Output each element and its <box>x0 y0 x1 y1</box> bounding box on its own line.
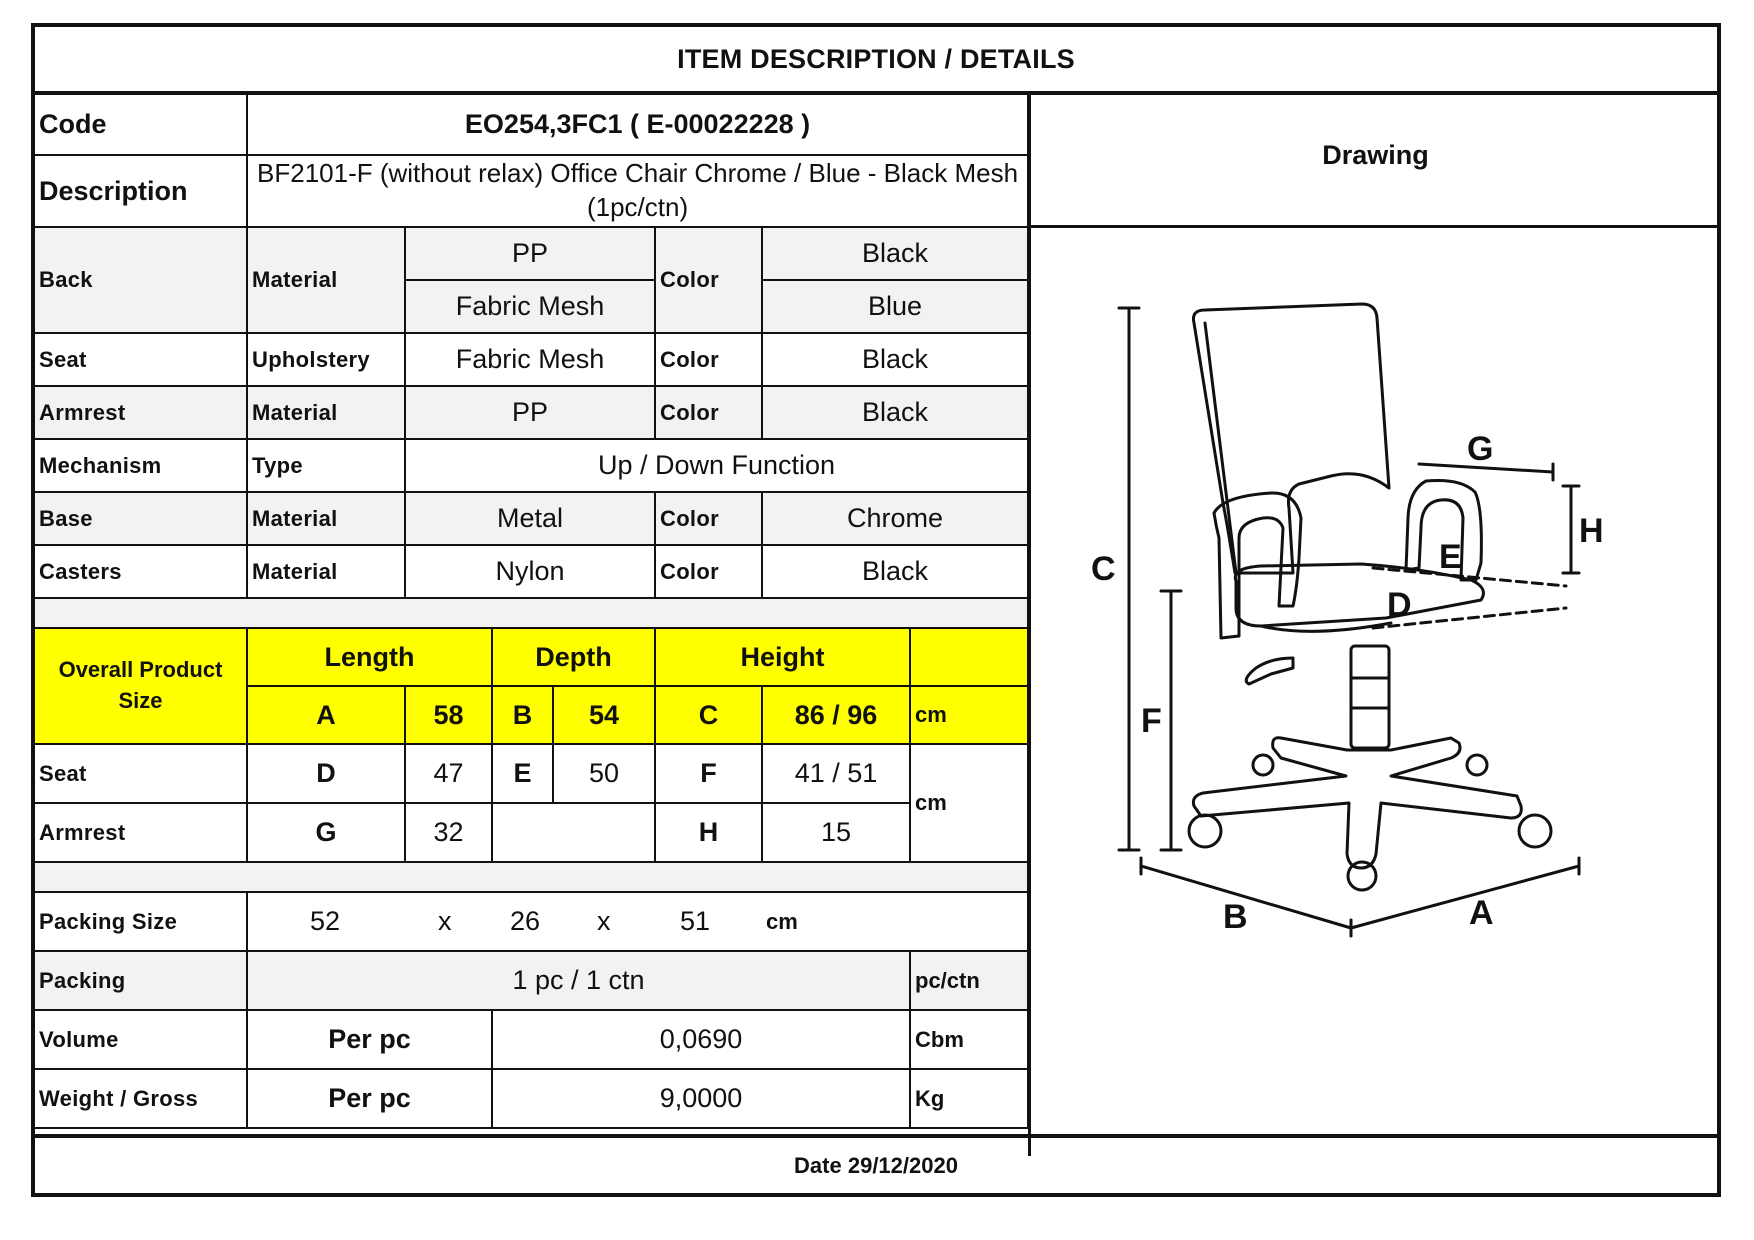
base-label: Base <box>35 492 247 545</box>
depth-header: Depth <box>492 628 655 686</box>
caster-front <box>1348 862 1376 890</box>
back-color-1: Black <box>762 227 1028 280</box>
dim-line-a <box>1351 866 1579 928</box>
back-color-label: Color <box>655 227 762 333</box>
e-value: 50 <box>553 744 655 803</box>
back-material-1: PP <box>405 227 655 280</box>
chair-drawing <box>1031 228 1717 1153</box>
volume-label: Volume <box>35 1010 247 1069</box>
base-material: Metal <box>405 492 655 545</box>
weight-unit: Kg <box>910 1069 1028 1128</box>
packing-value: 1 pc / 1 ctn <box>247 951 910 1010</box>
mechanism-type: Up / Down Function <box>405 439 1028 492</box>
d-value: 47 <box>405 744 492 803</box>
overall-size-label: Overall Product Size <box>35 628 247 744</box>
letter-f: F <box>1141 702 1162 740</box>
description-value: BF2101-F (without relax) Office Chair Chrome / Blue - Black Mesh (1pc/ctn) <box>247 155 1028 227</box>
dims-unit: cm <box>910 744 1028 862</box>
spec-sheet <box>31 23 1721 1197</box>
h-value: 15 <box>762 803 910 862</box>
armrest-dims-empty <box>492 803 655 862</box>
packing-width: 26 <box>510 906 541 936</box>
back-label: Back <box>35 227 247 333</box>
armrest-dims-label: Armrest <box>35 803 247 862</box>
drawing-label: Drawing <box>1031 95 1720 228</box>
seat-label: Seat <box>35 333 247 386</box>
footer-date: Date 29/12/2020 <box>35 1134 1717 1193</box>
back-color-2: Blue <box>762 280 1028 333</box>
gas-cylinder <box>1351 646 1389 748</box>
packing-size-values <box>247 892 1028 951</box>
b-value: 54 <box>553 686 655 744</box>
armrest-attr: Material <box>247 386 405 439</box>
backrest-shape <box>1193 304 1389 573</box>
c-value: 86 / 96 <box>762 686 910 744</box>
armrest-color-label: Color <box>655 386 762 439</box>
sheet-title: ITEM DESCRIPTION / DETAILS <box>35 27 1717 95</box>
letter-c: C <box>1091 550 1116 588</box>
seat-attr: Upholstery <box>247 333 405 386</box>
letter-e: E <box>1439 538 1462 576</box>
letter-a: A <box>1469 894 1494 932</box>
seat-upholstery: Fabric Mesh <box>405 333 655 386</box>
code-label: Code <box>35 95 247 155</box>
spec-table <box>35 95 1029 1129</box>
base-attr: Material <box>247 492 405 545</box>
letter-g: G <box>1467 430 1494 468</box>
e-letter: E <box>492 744 553 803</box>
packing-unit: pc/ctn <box>910 951 1028 1010</box>
packing-size-label: Packing Size <box>35 892 247 951</box>
a-value: 58 <box>405 686 492 744</box>
mechanism-attr: Type <box>247 439 405 492</box>
armrest-label: Armrest <box>35 386 247 439</box>
h-letter: H <box>655 803 762 862</box>
casters-material: Nylon <box>405 545 655 598</box>
letter-h: H <box>1579 512 1604 550</box>
dim-line-e <box>1373 568 1566 586</box>
g-letter: G <box>247 803 405 862</box>
code-value: EO254,3FC1 ( E-00022228 ) <box>247 95 1028 155</box>
height-header: Height <box>655 628 910 686</box>
seat-dims-label: Seat <box>35 744 247 803</box>
weight-value: 9,0000 <box>492 1069 910 1128</box>
packing-label: Packing <box>35 951 247 1010</box>
packing-size-unit: cm <box>766 909 798 934</box>
spacer-row-2 <box>35 862 1028 892</box>
caster-back-left <box>1253 755 1273 775</box>
base-color-label: Color <box>655 492 762 545</box>
packing-x1: x <box>438 906 452 936</box>
caster-left <box>1189 815 1221 847</box>
drawing-panel <box>1028 95 1720 1156</box>
casters-color: Black <box>762 545 1028 598</box>
weight-per: Per pc <box>247 1069 492 1128</box>
seat-color: Black <box>762 333 1028 386</box>
drawing-area <box>1031 228 1720 1153</box>
overall-empty-cell <box>910 628 1028 686</box>
packing-x2: x <box>597 906 611 936</box>
caster-right <box>1519 815 1551 847</box>
f-letter: F <box>655 744 762 803</box>
spacer-row <box>35 598 1028 628</box>
casters-attr: Material <box>247 545 405 598</box>
g-value: 32 <box>405 803 492 862</box>
weight-label: Weight / Gross <box>35 1069 247 1128</box>
seat-color-label: Color <box>655 333 762 386</box>
casters-label: Casters <box>35 545 247 598</box>
letter-d: D <box>1387 586 1412 624</box>
overall-unit: cm <box>910 686 1028 744</box>
caster-back-right <box>1467 755 1487 775</box>
c-letter: C <box>655 686 762 744</box>
back-material-2: Fabric Mesh <box>405 280 655 333</box>
armrest-color: Black <box>762 386 1028 439</box>
volume-per: Per pc <box>247 1010 492 1069</box>
back-attr: Material <box>247 227 405 333</box>
a-letter: A <box>247 686 405 744</box>
volume-value: 0,0690 <box>492 1010 910 1069</box>
base-color: Chrome <box>762 492 1028 545</box>
lever-shape <box>1246 658 1293 684</box>
casters-color-label: Color <box>655 545 762 598</box>
packing-height: 51 <box>680 906 711 936</box>
letter-b: B <box>1223 898 1248 936</box>
length-header: Length <box>247 628 492 686</box>
packing-length: 52 <box>310 906 341 936</box>
mechanism-label: Mechanism <box>35 439 247 492</box>
f-value: 41 / 51 <box>762 744 910 803</box>
d-letter: D <box>247 744 405 803</box>
b-letter: B <box>492 686 553 744</box>
backrest-inner-line <box>1205 323 1236 573</box>
volume-unit: Cbm <box>910 1010 1028 1069</box>
description-label: Description <box>35 155 247 227</box>
armrest-material: PP <box>405 386 655 439</box>
